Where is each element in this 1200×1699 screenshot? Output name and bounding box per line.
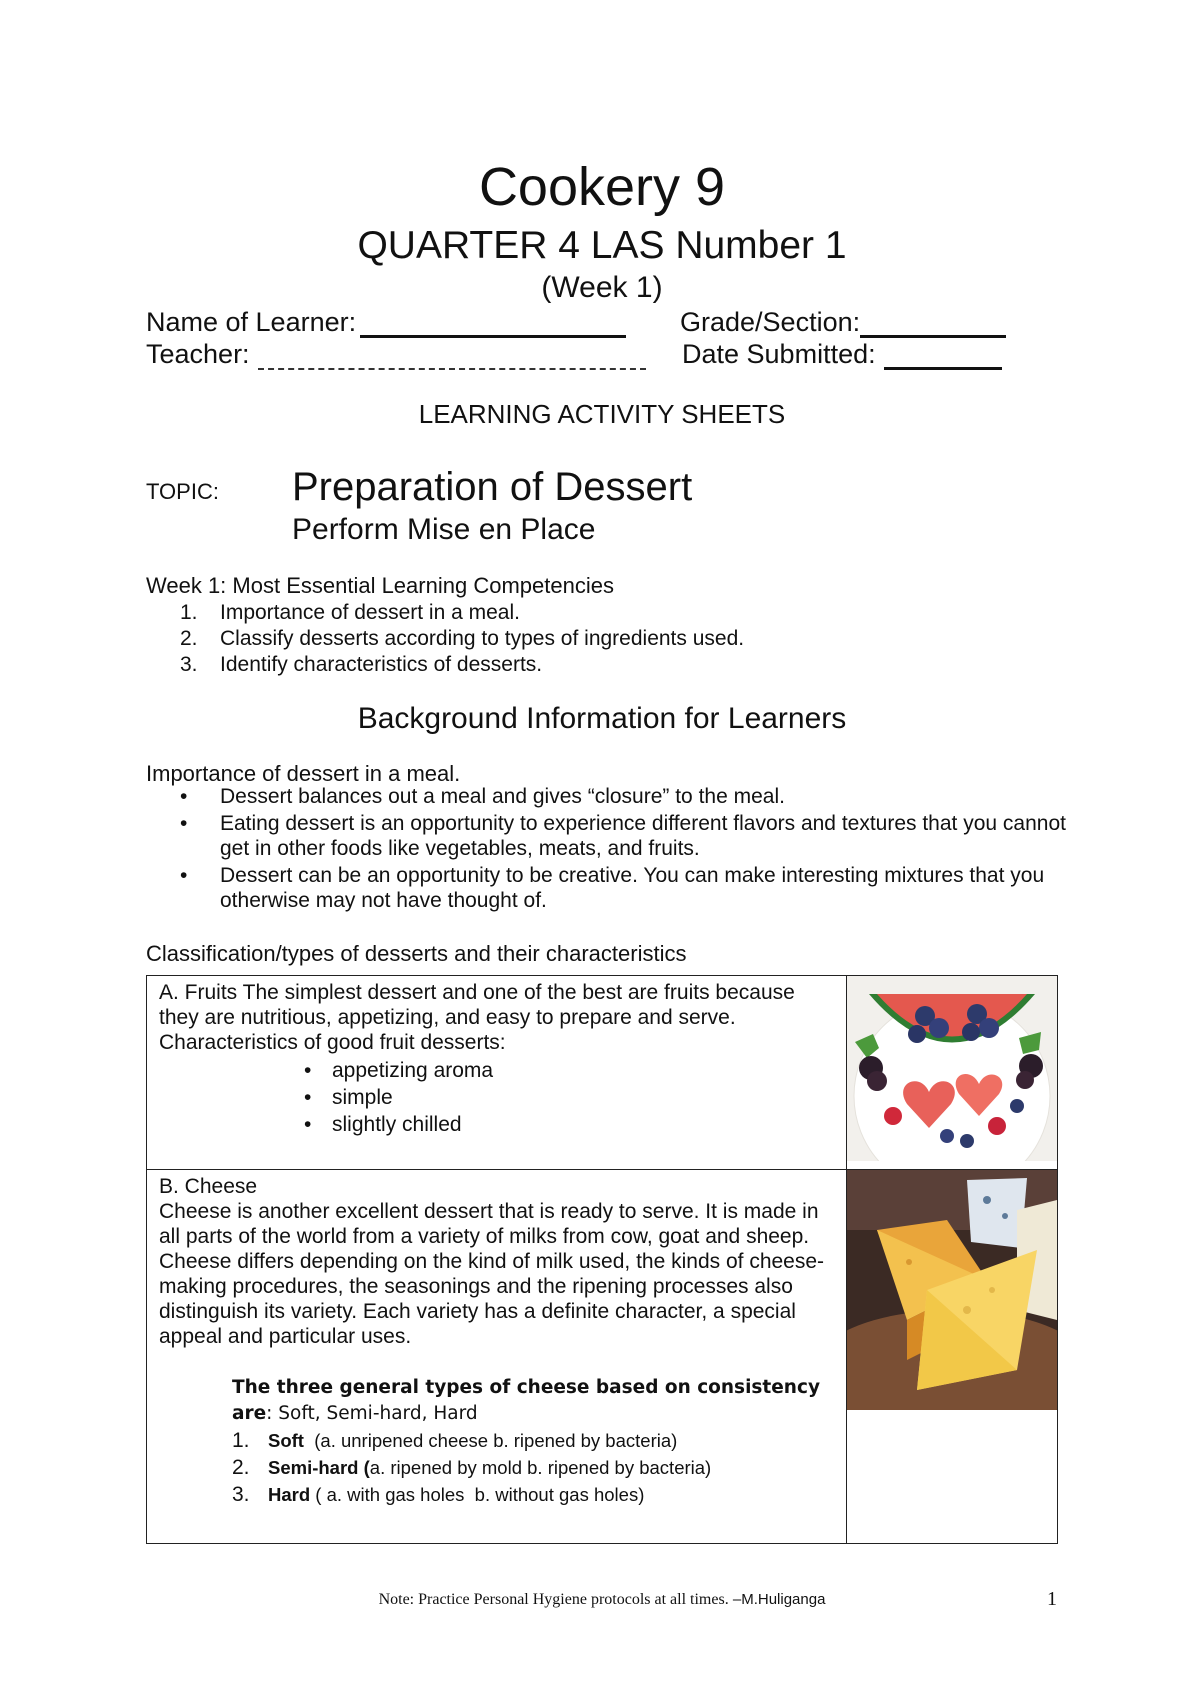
teacher-field	[146, 338, 646, 370]
list-item: 1. Importance of dessert in a meal.	[180, 601, 520, 624]
page-number: 1	[1047, 1588, 1057, 1610]
classification-heading: Classification/types of desserts and their characteristics	[146, 941, 687, 966]
fruits-image-cell	[847, 976, 1058, 1170]
fruits-characteristics-heading: Characteristics of good fruit desserts:	[159, 1031, 506, 1054]
cheese-types-list	[159, 1427, 836, 1508]
cheese-image-cell	[847, 1170, 1058, 1544]
table-row	[147, 1170, 1058, 1544]
list-item: • Eating dessert is an opportunity to experience different flavors and textures that you cannot get in other foods like vegetables, meats, and fruits.	[180, 812, 1066, 860]
fruits-text: The simplest dessert and one of the best are fruits because they are nutritious, appetizing, and easy to prepare and serve.	[159, 981, 795, 1029]
cheese-types-intro	[159, 1375, 836, 1427]
name-blank[interactable]	[360, 311, 626, 338]
fruits-cell	[147, 976, 847, 1170]
teacher-blank[interactable]	[258, 344, 646, 370]
cheese-types-intro-bold: The three general types of cheese based on consistency are	[232, 1377, 821, 1424]
date-submitted-field	[682, 338, 1002, 370]
importance-list	[180, 784, 1080, 915]
grade-section-label: Grade/Section:	[680, 307, 861, 337]
footer-note-text: Note: Practice Personal Hygiene protocols at all times.	[378, 1591, 729, 1608]
list-item: • Dessert can be an opportunity to be creative. You can make interesting mixtures that you otherwise may not have thought of.	[180, 864, 1045, 912]
cheese-cell	[147, 1170, 847, 1544]
grade-section-field	[680, 306, 1006, 338]
list-item: • slightly chilled	[304, 1113, 462, 1136]
las-heading: LEARNING ACTIVITY SHEETS	[418, 399, 786, 429]
document-subtitle: QUARTER 4 LAS Number 1	[357, 224, 847, 267]
footer-author: –M.Huliganga	[728, 1591, 826, 1608]
teacher-label: Teacher:	[146, 339, 250, 369]
cheese-types-intro-rest: : Soft, Semi-hard, Hard	[266, 1403, 478, 1424]
list-item: 1. Soft (a. unripened cheese b. ripened by bacteria)	[232, 1429, 678, 1452]
list-item: • appetizing aroma	[304, 1059, 494, 1082]
list-item: 3. Hard ( a. with gas holes b. without gas holes)	[232, 1483, 645, 1506]
topic-subtitle: Perform Mise en Place	[292, 513, 596, 546]
grade-section-blank[interactable]	[860, 311, 1006, 338]
list-item: • simple	[304, 1086, 393, 1109]
melc-heading: Week 1: Most Essential Learning Competencies	[146, 573, 614, 598]
bullet-icon: •	[180, 785, 188, 808]
bullet-icon: •	[304, 1086, 312, 1109]
week-label: (Week 1)	[541, 271, 663, 304]
date-submitted-blank[interactable]	[884, 343, 1002, 370]
topic-label: TOPIC:	[146, 479, 219, 504]
cheese-label: B. Cheese	[159, 1175, 258, 1198]
fruit-platter-image	[847, 976, 1057, 1161]
list-item: 2. Classify desserts according to types of ingredients used.	[180, 627, 745, 650]
list-item: 2. Semi-hard (a. ripened by mold b. ripened by bacteria)	[232, 1456, 712, 1479]
fruits-label: A. Fruits	[159, 981, 238, 1004]
topic-title: Preparation of Dessert	[292, 465, 693, 509]
date-submitted-label: Date Submitted:	[682, 339, 876, 369]
bullet-icon: •	[180, 812, 188, 835]
list-item: • Dessert balances out a meal and gives “closure” to the meal.	[180, 785, 785, 808]
document-title: Cookery 9	[478, 157, 726, 217]
melc-list	[180, 600, 744, 678]
list-item: 3. Identify characteristics of desserts.	[180, 653, 543, 676]
cheese-board-image	[847, 1170, 1057, 1410]
name-label: Name of Learner:	[146, 307, 357, 337]
bullet-icon: •	[180, 864, 188, 887]
footer-note	[0, 1589, 1200, 1611]
fruits-characteristics-list	[159, 1057, 836, 1138]
importance-heading: Importance of dessert in a meal.	[146, 761, 461, 786]
name-field	[146, 306, 626, 338]
cheese-description: Cheese is another excellent dessert that is ready to serve. It is made in all parts of the world from a variety of milks from cow, goat and sheep. Cheese differs depending on the kind of milk used, the kinds of cheese-making procedures, the seasonings and the ripening processes also distinguish its variety. Each variety has a definite character, a special appeal and particular uses.	[159, 1200, 825, 1348]
bullet-icon: •	[304, 1059, 312, 1082]
dessert-classification-table	[146, 975, 1058, 1544]
table-row	[147, 976, 1058, 1170]
background-heading: Background Information for Learners	[357, 702, 847, 735]
bullet-icon: •	[304, 1113, 312, 1136]
